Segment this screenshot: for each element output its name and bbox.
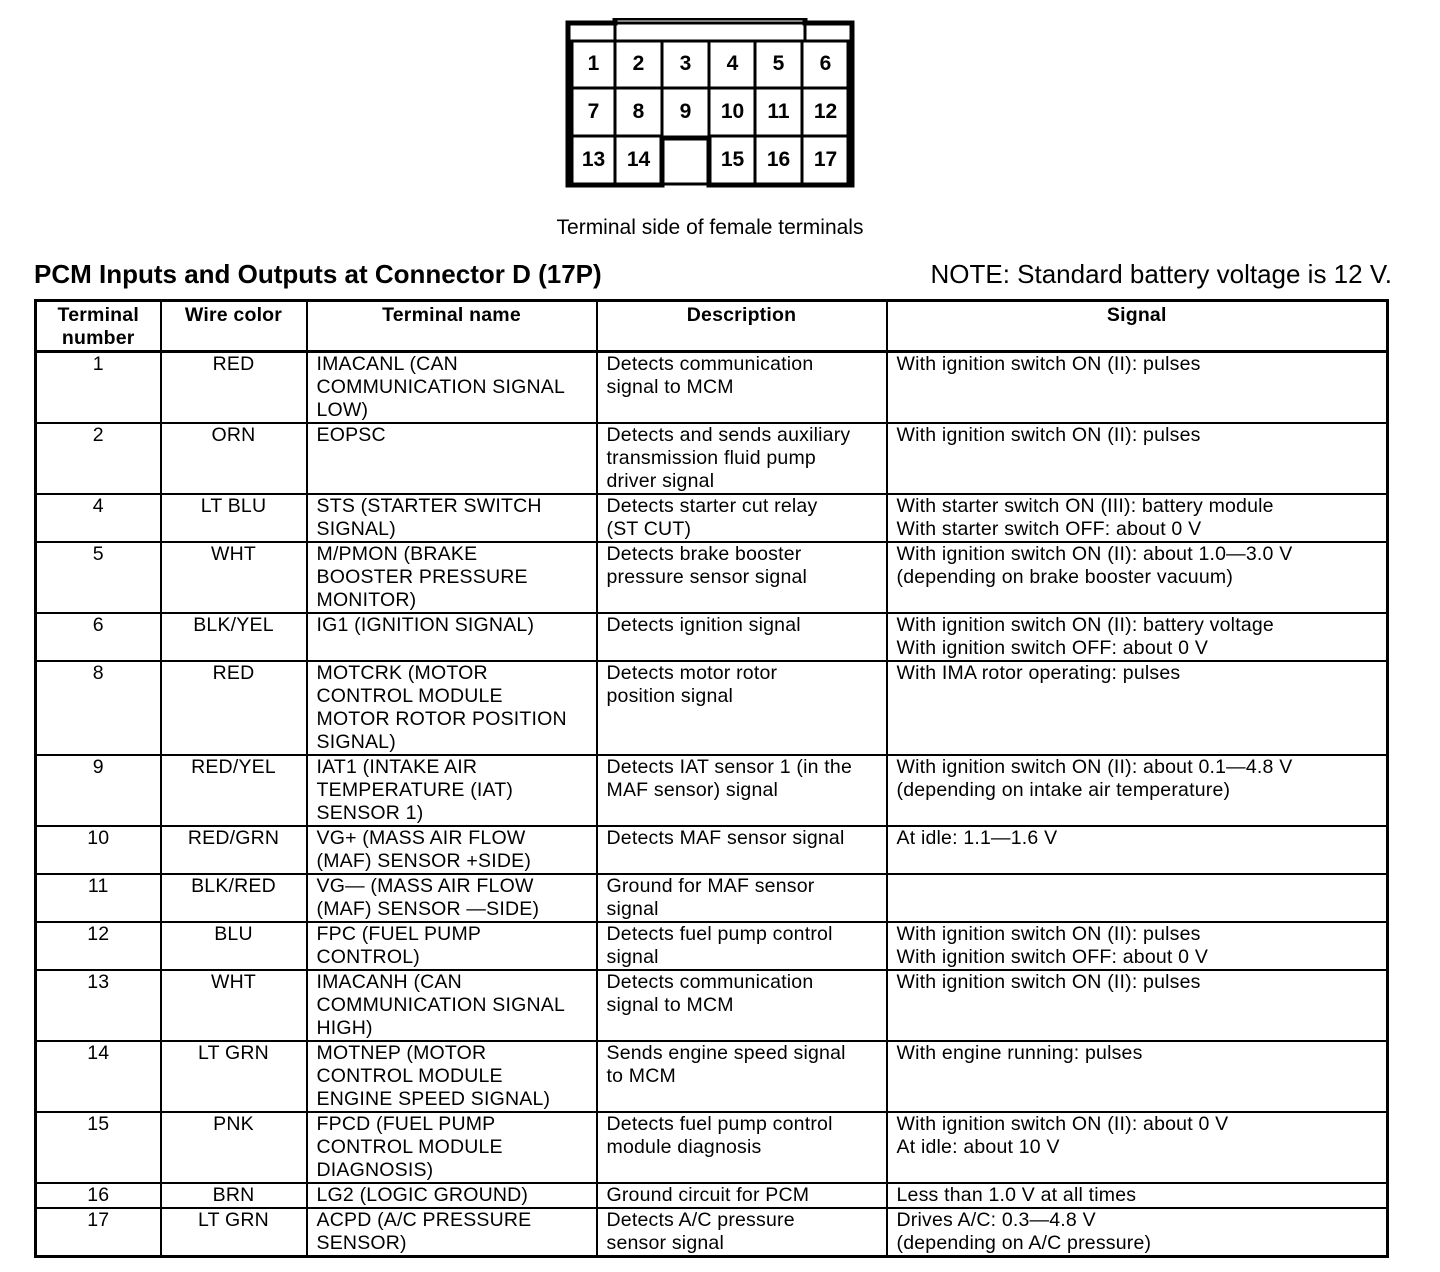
description-cell: Detects motor rotor position signal (597, 661, 887, 755)
pin-label: 12 (813, 100, 838, 123)
signal-cell: With starter switch ON (III): battery module With starter switch OFF: about 0 V (887, 494, 1388, 542)
terminal-name-cell: STS (STARTER SWITCH SIGNAL) (307, 494, 597, 542)
wire-color-cell: RED (161, 352, 307, 424)
description-cell: Detects brake booster pressure sensor signal (597, 542, 887, 613)
pin-label: 5 (772, 52, 785, 75)
page-title: PCM Inputs and Outputs at Connector D (17P) (34, 259, 602, 289)
description-cell: Detects communication signal to MCM (597, 352, 887, 424)
signal-cell: With ignition switch ON (II): pulses (887, 970, 1388, 1041)
description-cell: Ground circuit for PCM (597, 1183, 887, 1208)
wire-color-cell: BLK/RED (161, 874, 307, 922)
wire-color-cell: RED/YEL (161, 755, 307, 826)
table-row (36, 874, 1388, 922)
wire-color-cell: RED (161, 661, 307, 755)
signal-cell: With ignition switch ON (II): battery voltage With ignition switch OFF: about 0 V (887, 613, 1388, 661)
table-row (36, 1112, 1388, 1183)
terminal-name-cell: IG1 (IGNITION SIGNAL) (307, 613, 597, 661)
description-cell: Sends engine speed signal to MCM (597, 1041, 887, 1112)
pin-label: 14 (626, 148, 651, 171)
description-cell: Detects A/C pressure sensor signal (597, 1208, 887, 1257)
signal-cell: With ignition switch ON (II): pulses With ignition switch OFF: about 0 V (887, 922, 1388, 970)
terminal-number-cell: 12 (36, 922, 161, 970)
table-row (36, 970, 1388, 1041)
terminal-number-cell: 17 (36, 1208, 161, 1257)
table-row (36, 1183, 1388, 1208)
table-row (36, 922, 1388, 970)
description-cell: Detects starter cut relay (ST CUT) (597, 494, 887, 542)
column-header-terminal: Terminal number (36, 301, 161, 352)
description-cell: Detects MAF sensor signal (597, 826, 887, 874)
terminal-number-cell: 2 (36, 423, 161, 494)
terminal-number-cell: 6 (36, 613, 161, 661)
wire-color-cell: BRN (161, 1183, 307, 1208)
signal-cell: With ignition switch ON (II): about 0.1—4.8 V (depending on intake air temperature) (887, 755, 1388, 826)
table-row (36, 661, 1388, 755)
pin-label: 9 (679, 100, 692, 123)
terminal-name-cell: IAT1 (INTAKE AIR TEMPERATURE (IAT) SENSOR 1) (307, 755, 597, 826)
terminal-number-cell: 11 (36, 874, 161, 922)
table-row (36, 613, 1388, 661)
wire-color-cell: LT GRN (161, 1208, 307, 1257)
terminal-number-cell: 5 (36, 542, 161, 613)
table-row (36, 542, 1388, 613)
signal-cell (887, 874, 1388, 922)
pin-label: 16 (766, 148, 791, 171)
description-cell: Detects and sends auxiliary transmission fluid pump driver signal (597, 423, 887, 494)
table-row (36, 826, 1388, 874)
terminal-name-cell: IMACANL (CAN COMMUNICATION SIGNAL LOW) (307, 352, 597, 424)
pin-label: 17 (813, 148, 838, 171)
terminal-number-cell: 8 (36, 661, 161, 755)
terminal-name-cell: M/PMON (BRAKE BOOSTER PRESSURE MONITOR) (307, 542, 597, 613)
pin-label: 1 (587, 52, 600, 75)
signal-cell: With engine running: pulses (887, 1041, 1388, 1112)
description-cell: Detects fuel pump control module diagnosis (597, 1112, 887, 1183)
terminal-name-cell: VG+ (MASS AIR FLOW (MAF) SENSOR +SIDE) (307, 826, 597, 874)
terminal-name-cell: MOTCRK (MOTOR CONTROL MODULE MOTOR ROTOR POSITION SIGNAL) (307, 661, 597, 755)
table-row (36, 755, 1388, 826)
signal-cell: With ignition switch ON (II): about 1.0—3.0 V (depending on brake booster vacuum) (887, 542, 1388, 613)
description-cell: Detects communication signal to MCM (597, 970, 887, 1041)
signal-cell: Drives A/C: 0.3—4.8 V (depending on A/C pressure) (887, 1208, 1388, 1257)
wire-color-cell: LT BLU (161, 494, 307, 542)
table-row (36, 494, 1388, 542)
table-row (36, 1208, 1388, 1257)
wire-color-cell: ORN (161, 423, 307, 494)
connector-caption: Terminal side of female terminals (556, 216, 864, 239)
pcm-terminal-table (34, 299, 1389, 1258)
terminal-name-cell: VG— (MASS AIR FLOW (MAF) SENSOR —SIDE) (307, 874, 597, 922)
pin-label: 6 (819, 52, 832, 75)
column-header-description: Description (597, 301, 887, 352)
wire-color-cell: LT GRN (161, 1041, 307, 1112)
description-cell: Detects fuel pump control signal (597, 922, 887, 970)
table-row (36, 1041, 1388, 1112)
terminal-name-cell: ACPD (A/C PRESSURE SENSOR) (307, 1208, 597, 1257)
pin-label: 2 (632, 52, 645, 75)
signal-cell: With ignition switch ON (II): pulses (887, 352, 1388, 424)
wire-color-cell: BLK/YEL (161, 613, 307, 661)
connector-diagram (565, 18, 855, 188)
description-cell: Ground for MAF sensor signal (597, 874, 887, 922)
battery-note: NOTE: Standard battery voltage is 12 V. (930, 259, 1392, 289)
signal-cell: With ignition switch ON (II): about 0 V At idle: about 10 V (887, 1112, 1388, 1183)
pin-label: 10 (720, 100, 745, 123)
signal-cell: At idle: 1.1—1.6 V (887, 826, 1388, 874)
terminal-name-cell: LG2 (LOGIC GROUND) (307, 1183, 597, 1208)
signal-cell: Less than 1.0 V at all times (887, 1183, 1388, 1208)
terminal-number-cell: 15 (36, 1112, 161, 1183)
terminal-number-cell: 9 (36, 755, 161, 826)
signal-cell: With IMA rotor operating: pulses (887, 661, 1388, 755)
wire-color-cell: PNK (161, 1112, 307, 1183)
wire-color-cell: WHT (161, 970, 307, 1041)
terminal-number-cell: 4 (36, 494, 161, 542)
terminal-name-cell: FPC (FUEL PUMP CONTROL) (307, 922, 597, 970)
pin-label: 8 (632, 100, 645, 123)
pin-label: 11 (767, 100, 790, 123)
column-header-terminal-name: Terminal name (307, 301, 597, 352)
column-header-signal: Signal (887, 301, 1388, 352)
terminal-name-cell: IMACANH (CAN COMMUNICATION SIGNAL HIGH) (307, 970, 597, 1041)
table-header-row (36, 301, 1388, 352)
terminal-number-cell: 16 (36, 1183, 161, 1208)
pin-label: 4 (726, 52, 739, 75)
table-row (36, 352, 1388, 424)
pin-label: 7 (587, 100, 600, 123)
terminal-name-cell: MOTNEP (MOTOR CONTROL MODULE ENGINE SPEED SIGNAL) (307, 1041, 597, 1112)
pin-label: 3 (679, 52, 692, 75)
wire-color-cell: BLU (161, 922, 307, 970)
terminal-number-cell: 10 (36, 826, 161, 874)
wire-color-cell: WHT (161, 542, 307, 613)
column-header-wire-color: Wire color (161, 301, 307, 352)
terminal-number-cell: 14 (36, 1041, 161, 1112)
description-cell: Detects IAT sensor 1 (in the MAF sensor) signal (597, 755, 887, 826)
terminal-name-cell: FPCD (FUEL PUMP CONTROL MODULE DIAGNOSIS) (307, 1112, 597, 1183)
table-row (36, 423, 1388, 494)
terminal-number-cell: 1 (36, 352, 161, 424)
signal-cell: With ignition switch ON (II): pulses (887, 423, 1388, 494)
terminal-number-cell: 13 (36, 970, 161, 1041)
wire-color-cell: RED/GRN (161, 826, 307, 874)
pin-label: 13 (581, 148, 606, 171)
terminal-name-cell: EOPSC (307, 423, 597, 494)
pin-label: 15 (720, 148, 745, 171)
description-cell: Detects ignition signal (597, 613, 887, 661)
